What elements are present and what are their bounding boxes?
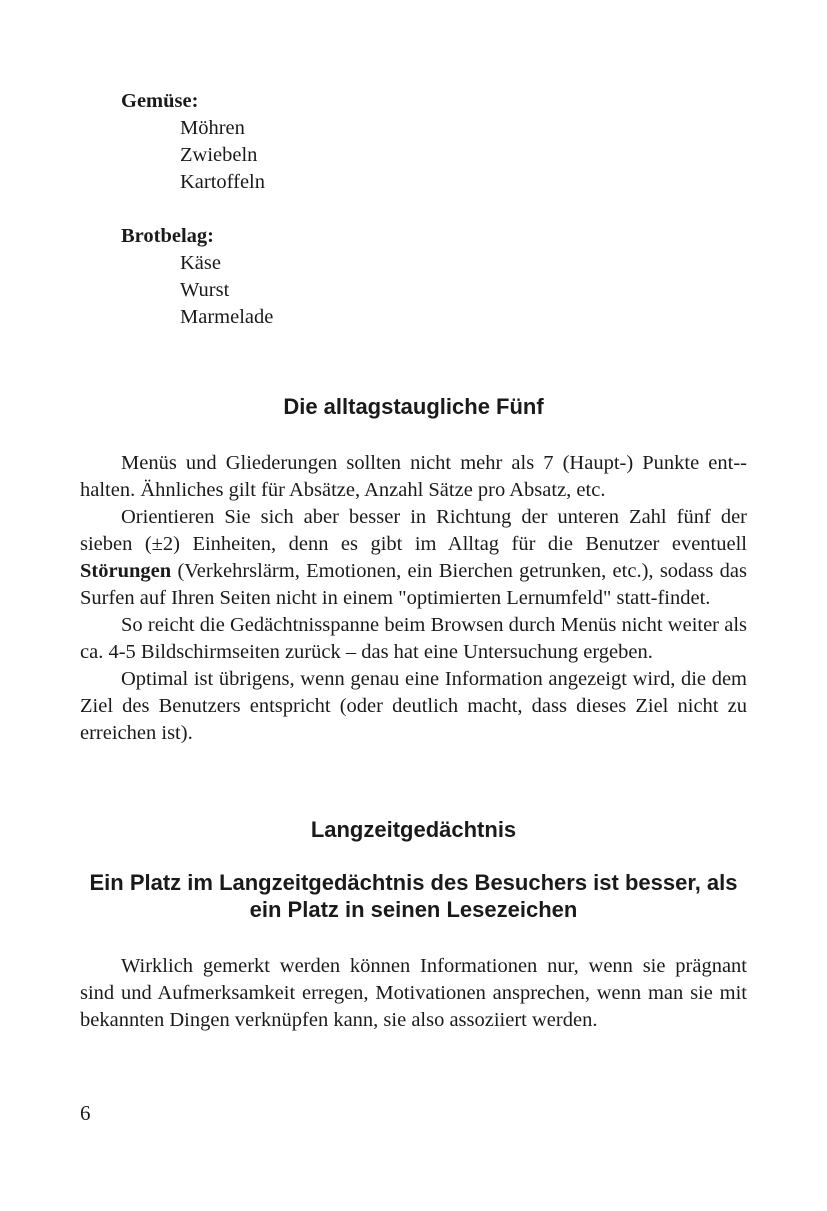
page-content [80,88,747,1034]
list-heading: Brotbelag: [121,225,215,247]
list-spreads [121,223,747,331]
paragraph-text: (Verkehrslärm, Emotionen, ein Bierchen getrunken, etc.), sodass das Surfen auf Ihren Seiten nicht in einem "optimierten Lernumfeld" statt-findet. [80,560,747,609]
section-heading: Langzeitgedächtnis [310,817,517,842]
section-body [80,450,747,747]
list-item: Käse [180,252,221,274]
page-number: 6 [80,1101,91,1125]
paragraph-text: Orientieren Sie sich aber besser in Richtung der unteren Zahl fünf der sieben (±2) Einheiten, denn es gibt im Alltag für die Benutzer eventuell [80,506,747,555]
list-item: Kartoffeln [180,171,266,193]
paragraph: Optimal ist übrigens, wenn genau eine Information angezeigt wird, die dem Ziel des Benutzers entspricht (oder deutlich macht, dass dieses Ziel nicht zu erreichen ist). [80,668,747,744]
emphasis-text: Störungen [80,560,172,582]
section-body [80,953,747,1034]
list-item: Wurst [180,279,230,301]
paragraph: So reicht die Gedächtnisspanne beim Browsen durch Menüs nicht weiter als ca. 4-5 Bildschirmseiten zurück – das hat eine Untersuchung ergeben. [80,614,747,663]
section-heading: Die alltagstaugliche Fünf [283,394,544,419]
list-vegetables [121,88,747,196]
paragraph [80,504,747,612]
list-item: Marmelade [180,306,274,328]
list-item: Möhren [180,117,245,139]
list-item: Zwiebeln [180,144,258,166]
section-subheading: Ein Platz im Langzeitgedächtnis des Besuchers ist besser, als ein Platz in seinen Lesezeichen [89,870,738,922]
paragraph: Menüs und Gliederungen sollten nicht mehr als 7 (Haupt-) Punkte ent-halten. Ähnliches gilt für Absätze, Anzahl Sätze pro Absatz, etc. [80,452,747,501]
paragraph: Wirklich gemerkt werden können Informationen nur, wenn sie prägnant sind und Aufmerksamkeit erregen, Motivationen ansprechen, wenn man sie mit bekannten Dingen verknüpfen kann, sie also assoziiert werden. [80,955,747,1031]
list-heading: Gemüse: [121,90,199,112]
